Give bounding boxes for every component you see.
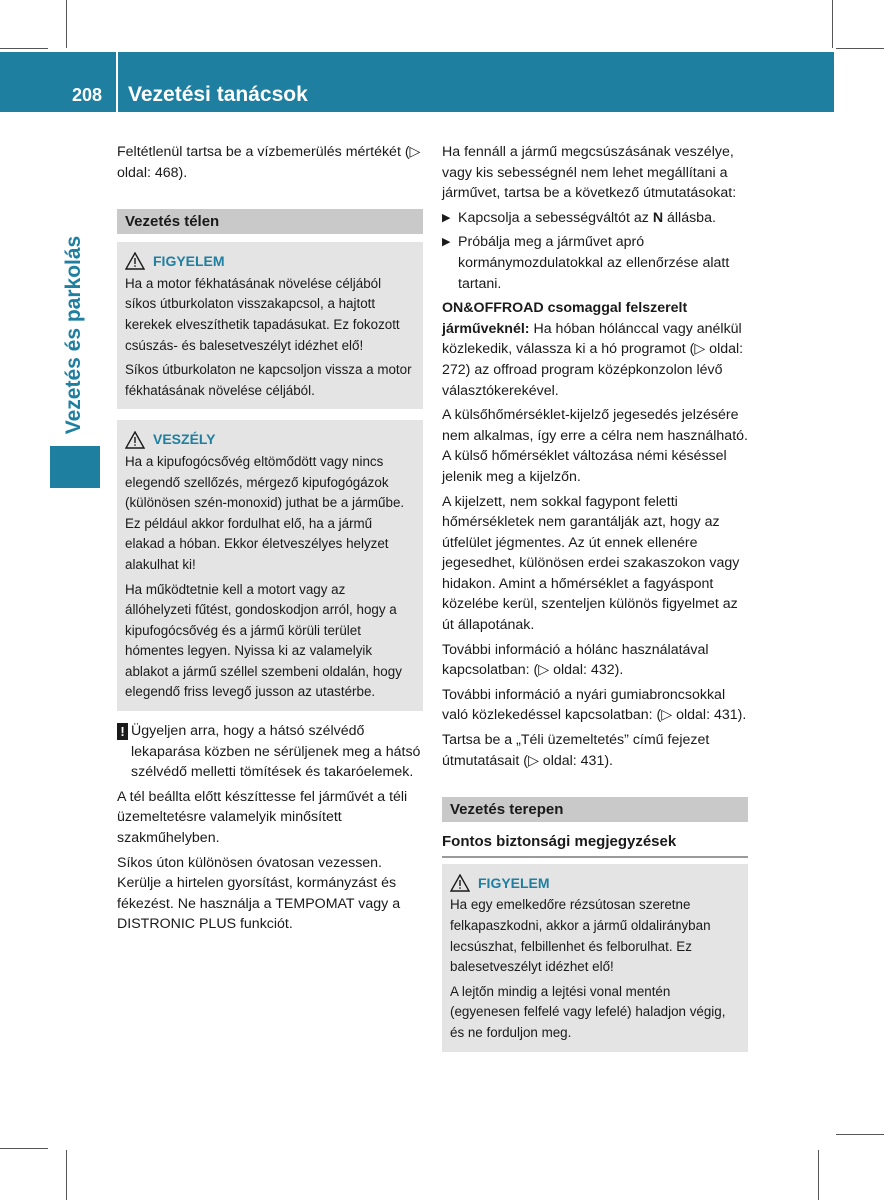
body-paragraph: Tartsa be a „Téli üzemeltetés” című fejezet útmutatásait (▷ oldal: 431).	[442, 732, 710, 769]
crop-mark	[66, 0, 67, 48]
triangle-bullet-icon: ▶	[442, 236, 451, 249]
warning-triangle-icon	[450, 874, 470, 892]
page-number: 208	[72, 85, 103, 105]
list-item-text: Próbálja meg a járművet apró kormánymozdulatokkal az ellenőrzése alatt tartani.	[458, 234, 730, 292]
warning-box-offroad	[442, 864, 748, 1052]
right-column	[442, 142, 748, 1052]
offroad-text: Ha hóban hólánccal vagy anélkül közlekedik, válassza ki a hó programot (▷ oldal: 272) az offroad program középkonzolon lévő választókerekével.	[442, 320, 744, 399]
crop-mark	[0, 48, 48, 49]
warning-text: Síkos útburkolaton ne kapcsoljon vissza a motor fékhatásának növelése céljából.	[125, 362, 412, 398]
body-paragraph: A külsőhőmérséklet-kijelző jegesedés jelzésére nem alkalmas, így erre a célra nem használható. A külső hőmérséklet változása némi késéssel jelenik meg a kijelzőn.	[442, 407, 748, 485]
list-item-text-pre: Kapcsolja a sebességváltót az	[458, 209, 653, 226]
warning-text: Ha egy emelkedőre rézsútosan szeretne felkapaszkodni, akkor a jármű oldalirányban lecsúszhat, felbillenhet és felborulhat. Ez balesetveszélyt idézhet elő!	[450, 897, 711, 975]
offroad-paragraph	[442, 298, 748, 401]
crop-mark	[836, 48, 884, 49]
left-column	[117, 142, 423, 939]
warning-label: FIGYELEM	[153, 253, 225, 270]
section-heading-winter: Vezetés télen	[117, 209, 423, 234]
caution-note	[117, 721, 423, 783]
crop-mark	[66, 1150, 67, 1200]
warning-box-veszely	[117, 420, 423, 711]
crop-mark	[818, 1150, 819, 1200]
warning-text: Ha a motor fékhatásának növelése céljából síkos útburkolaton visszakapcsol, a hajtott kerekek elveszíthetik tapadásukat. Ez fokozott csúszás- és balesetveszélyt idézhet elő!	[125, 275, 400, 353]
triangle-bullet-icon: ▶	[442, 211, 451, 224]
list-item-text-post: állásba.	[663, 209, 716, 226]
body-paragraph: Ha fennáll a jármű megcsúszásának veszélye, vagy kis sebességnél nem lehet megállítani a járművet, tartsa be a következő útmutatásokat:	[442, 144, 737, 202]
danger-text: Ha a kipufogócsővég eltömődött vagy nincs elegendő szellőzés, mérgező kipufogógázok (különösen szén-monoxid) juthat be a járműbe. Ez például akkor fordulhat elő, ha a jármű elakad a hóban. Ekkor életveszélyes helyzet alakulhat ki!	[125, 453, 405, 572]
exclamation-icon: !	[117, 723, 128, 740]
side-tab	[50, 232, 98, 438]
body-paragraph: További információ a nyári gumiabroncsokkal való közlekedéssel kapcsolatban: (▷ oldal: 431).	[442, 686, 747, 724]
offroad-lead: ON&OFFROAD csomaggal felszerelt járműveknél:	[442, 300, 688, 337]
warning-label: FIGYELEM	[478, 874, 550, 891]
warning-box-figyelem	[117, 242, 423, 409]
list-item	[442, 232, 748, 294]
page-title: Vezetési tanácsok	[128, 83, 308, 106]
warning-text: A lejtőn mindig a lejtési vonal mentén (egyenesen felfelé vagy lefelé) haladjon végig, és ne forduljon meg.	[450, 983, 726, 1040]
warning-triangle-icon	[125, 431, 145, 449]
intro-paragraph: Feltétlenül tartsa be a vízbemerülés mértékét (▷ oldal: 468).	[117, 144, 421, 181]
warning-triangle-icon	[125, 252, 145, 270]
danger-label: VESZÉLY	[153, 431, 216, 448]
crop-mark	[0, 1148, 48, 1149]
body-paragraph: A tél beállta előtt készíttesse fel járművét a téli üzemeltetésre valamelyik minősített szakműhelyben.	[117, 788, 408, 847]
list-item-text	[458, 208, 716, 229]
crop-mark	[836, 1134, 884, 1135]
body-paragraph: Síkos úton különösen óvatosan vezessen. Kerülje a hirtelen gyorsítást, kormányzást és fékezést. Ne használja a TEMPOMAT vagy a DISTRONIC PLUS funkciót.	[117, 854, 401, 933]
list-item	[442, 208, 748, 229]
section-heading-offroad: Vezetés terepen	[442, 797, 748, 822]
danger-text: Ha működtetnie kell a motort vagy az állóhelyzeti fűtést, gondoskodjon arról, hogy a kipufogócsővég és a jármű körüli terület hómentes legyen. Nyissa ki az valamelyik ablakot a jármű széllel szembeni oldalán, hogy elegendő friss levegő jusson az utastérbe.	[125, 581, 402, 700]
header-bar	[0, 52, 834, 112]
side-tab-marker	[50, 446, 100, 488]
crop-mark	[832, 0, 833, 48]
body-paragraph: További információ a hólánc használatával kapcsolatban: (▷ oldal: 432).	[442, 641, 709, 679]
sub-heading-safety: Fontos biztonsági megjegyzések	[442, 832, 748, 858]
gear-position-n: N	[652, 209, 664, 226]
body-paragraph: A kijelzett, nem sokkal fagypont feletti hőmérsékletek nem garantálják azt, hogy az útfelület jégmentes. Az út ennek ellenére jegesedhet, különösen erdei szakaszokon vagy hidakon. Amint a hőmérséklet a fagyáspont közelébe kerül, szenteljen különös figyelmet az út állapotának.	[442, 493, 740, 634]
side-tab-label: Vezetés és parkolás	[62, 235, 85, 435]
header-divider	[116, 52, 118, 112]
caution-note-text: Ügyeljen arra, hogy a hátsó szélvédő lekaparása közben ne sérüljenek meg a hátsó szélvédő melletti tömítések és takaróelemek.	[131, 723, 421, 781]
